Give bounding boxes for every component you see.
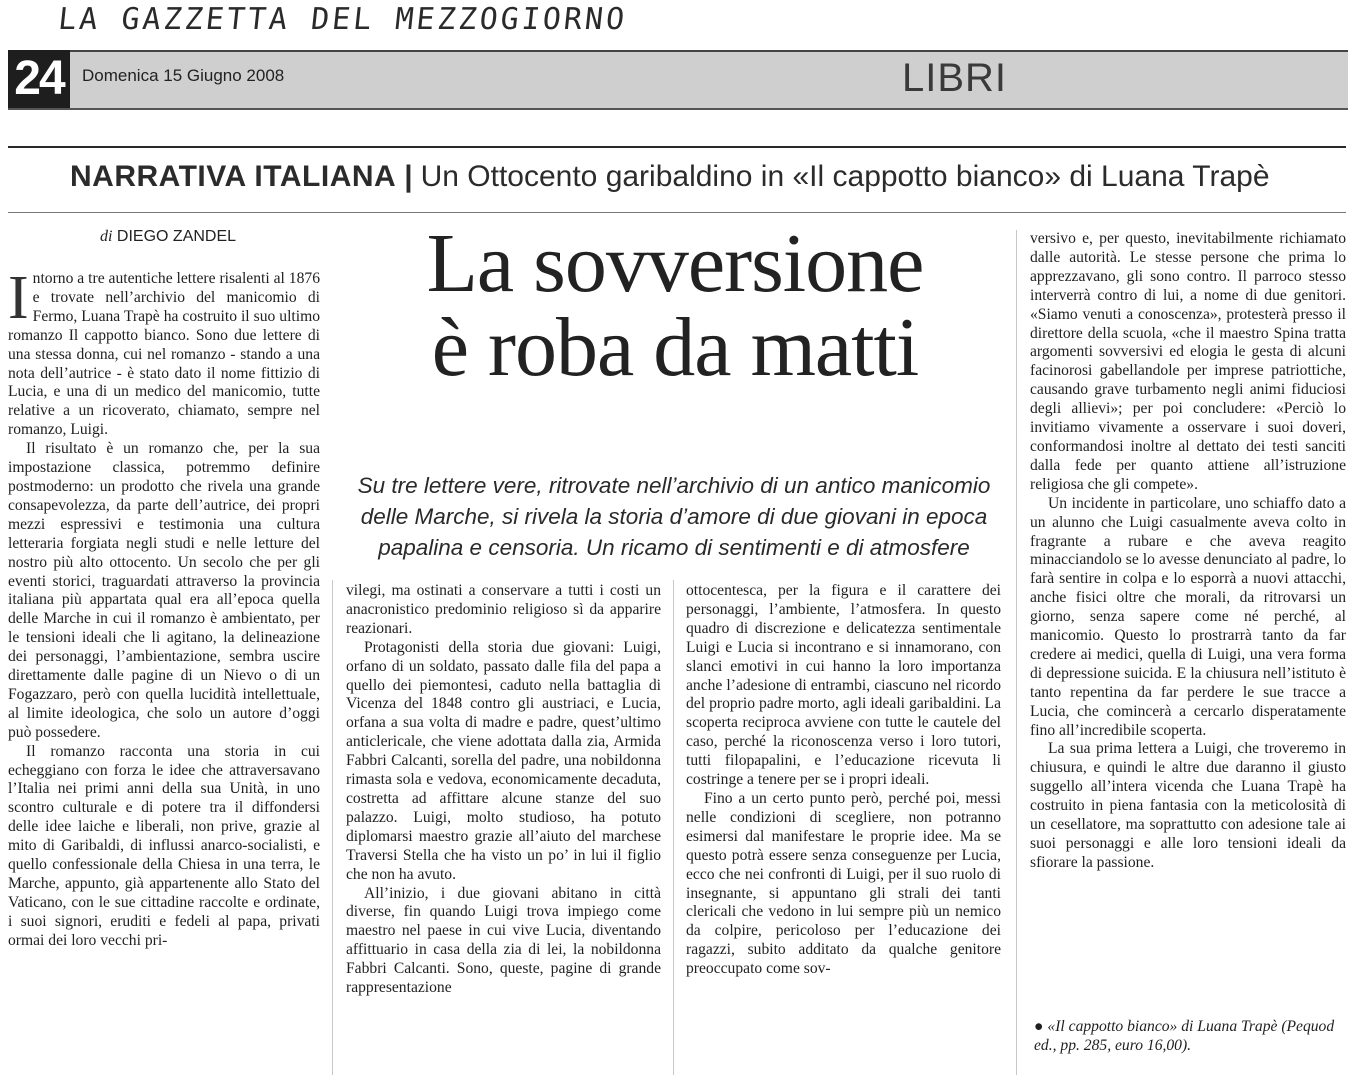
- paragraph: La sua prima lettera a Luigi, che troveremo in chiusura, e quindi le altre due daranno il giusto suggello all’intera vicenda che Luana Trapè ha costruito in piena fantasia con la meticolosità di un cesellatore, ma soprattutto con adesione tale ai suoi personaggi e alle loro tensioni ideali da sfiorare la passione.: [1030, 740, 1346, 871]
- article-column-4: [1030, 230, 1346, 873]
- headline-line-1: La sovversione: [426, 217, 924, 310]
- kicker-category: NARRATIVA ITALIANA: [70, 160, 397, 193]
- paragraph: Intorno a tre autentiche lettere risalenti al 1876 e trovate nell’archivio del manicomio di Fermo, Luana Trapè ha costruito il suo ultimo romanzo Il cappotto bianco. Sono due lettere di una stessa donna, cui nel romanzo - stando a una nota dell’autrice - è stato dato il nome fittizio di Lucia, e una di un medico del manicomio, tutte relative a un ricoverato, chiamato, sempre nel romanzo, Luigi.: [8, 264, 320, 439]
- subheadline: Su tre lettere vere, ritrovate nell’archivio di un antico manicomio delle Marche, si rivela la storia d’amore di due giovani in epoca papalina e censoria. Un ricamo di sentimenti e di atmosfere: [357, 473, 991, 560]
- kicker-separator: |: [404, 160, 413, 193]
- caption-text: «Il cappotto bianco» di Luana Trapè (Pequod ed., pp. 285, euro 16,00).: [1034, 1018, 1335, 1054]
- paragraph: Fino a un certo punto però, perché poi, messi nelle condizioni di scegliere, non potranno esimersi dal manifestare le proprie idee. Ma se questo potrà essere senza conseguenze per Lucia, ecco che nei confronti di Luigi, per il suo ruolo di insegnante, si appuntano gli strali dei tanti clericali che vedono in lui sempre più un nemico da colpire, pericoloso per l’educazione dei ragazzi, subito additato da qualche genitore preoccupato come sov-: [686, 789, 1001, 978]
- paragraph: ottocentesca, per la figura e il carattere dei personaggi, l’ambiente, l’atmosfera. In questo quadro di discrezione e delicatezza sentimentale Luigi e Lucia si incontrano e si innamorano, con slanci emotivi in cui hanno la loro importanza anche l’adesione di entrambi, ciascuno nel ricordo del proprio padre morto, agli ideali garibaldini. La scoperta reciproca avviene con tutte le cautele del caso, perché la riconoscenza verso i loro tutori, tutti filopapalini, e l’educazione ricevuta li costringe a tenere per se i propri ideali.: [686, 582, 1001, 789]
- drop-cap: I: [8, 264, 29, 332]
- article-column-2: [346, 582, 661, 998]
- paragraph: versivo e, per questo, inevitabilmente richiamato dalle autorità. Le stesse persone che prima lo apprezzavano, gli sono contro. Il parroco stesso interverrà contro di lui, a nome di due genitori. «Siamo venuti a conoscenza», protesterà presso il direttore della scuola, «che il maestro Spina tratta argomenti sovversivi ed elogia le gesta di alcuni facinorosi gabellandole per imprese patriottiche, causando grave turbamento negli animi fiduciosi degli allievi»; per poi concludere: «Perciò lo invitiamo vivamente a osservare i suoi doveri, conformandosi inoltre al dettato dei testi sanciti dalla fede per quanto attiene all’istruzione religiosa che gli compete».: [1030, 230, 1346, 493]
- article-column-1: [8, 264, 320, 951]
- kicker-title: Un Ottocento garibaldino in «Il cappotto bianco» di Luana Trapè: [420, 160, 1270, 193]
- paragraph: All’inizio, i due giovani abitano in città diverse, fin quando Luigi trova impiego come maestro nel paese in cui vive Lucia, diventando affittuario in casa della zia di lei, la nobildonna Fabbri Calcanti. Sono, queste, pagine di grande rappresentazione: [346, 884, 661, 997]
- column-divider: [1016, 230, 1017, 1075]
- paragraph: Protagonisti della storia due giovani: Luigi, orfano di un soldato, passato dalle fila del papa a quello dei piemontesi, caduto nella battaglia di Vicenza del 1848 contro gli austriaci, e Lucia, orfana a sua volta di madre e padre, quest’ultimo anticlericale, che viene adottata dalla zia, Armida Fabbri Calcanti, sorella del padre, una nobildonna rimasta sola e vedova, economicamente decaduta, costretta ad affittare alcune stanze del suo palazzo. Luigi, molto studioso, ha potuto diplomarsi maestro grazie all’aiuto del marchese Traversi Stella che ha visto un po’ in lui il figlio che non ha avuto.: [346, 638, 661, 883]
- kicker: [70, 160, 1270, 194]
- article-column-3: [686, 582, 1001, 979]
- issue-date: Domenica 15 Giugno 2008: [82, 66, 285, 85]
- byline: [100, 228, 236, 246]
- bullet-icon: ●: [1034, 1018, 1044, 1035]
- book-caption: [1034, 1018, 1346, 1056]
- headline: [350, 217, 1000, 394]
- column-divider: [673, 580, 674, 1075]
- paragraph: Il romanzo racconta una storia in cui echeggiano con forza le idee che attraversavano l’Italia nei primi anni della sua Unità, in uno scontro culturale e di potere tra il diffondersi delle idee laiche e liberali, non prive, grazie al mito di Garibaldi, di influssi anarco-socialisti, e quello confessionale della Chiesa in una terra, le Marche, appunto, già appartenente allo Stato del Vaticano, con le sue cittadine raccolte e ordinate, i suoi signori, eruditi e fedeli al papa, privati ormai dei loro vecchi pri-: [8, 742, 320, 949]
- headline-line-2: è roba da matti: [431, 301, 919, 394]
- paragraph: vilegi, ma ostinati a conservare a tutti i costi un anacronistico predominio religioso sì da apparire reazionari.: [346, 582, 661, 637]
- column-divider: [332, 580, 333, 1075]
- paragraph: Un incidente in particolare, uno schiaffo dato a un alunno che Luigi casualmente aveva colto in fragrante a rubare e che aveva reagito minacciandolo se lo avesse denunciato al padre, lo farà sentire in colpa e lo esporrà a nuovi attacchi, anche fisici oltre che morali, da ritrovarsi un giorno, senza sapere come né perché, al manicomio. Questo lo prostrarrà tanto da far credere ai medici, quella di Luigi, una vera forma di depressione suicida. E la chiusura nell’istituto è tanto repentina da far perdere le sue tracce a Lucia, che comincerà a cercarlo disperatamente fino all’incredibile scoperta.: [1030, 494, 1346, 739]
- byline-author: DIEGO ZANDEL: [116, 228, 237, 245]
- section-title: LIBRI: [902, 56, 1008, 100]
- paragraph: Il risultato è un romanzo che, per la sua impostazione classica, potremmo definire postmoderno: un prodotto che rivela una grande consapevolezza, da parte dell’autrice, dei propri mezzi espressivi e testimonia una cultura letteraria forgiata negli studi e nelle letture del nostro più alto ottocento. Un secolo che per gli eventi storici, traguardati attraverso la provincia italiana più appartata qual era all’epoca quella delle Marche in cui il romanzo è ambientato, per le tensioni ideali che li agitano, la delineazione dei personaggi, l’ambientazione, sembra uscire direttamente dalle pagine di un Nievo o di un Fogazzaro, però con quella lucidità intellettuale, al limite ideologica, che solo un autore d’oggi può possedere.: [8, 440, 320, 741]
- byline-prefix: di: [100, 228, 113, 245]
- handwritten-newspaper-title: LA GAZZETTA DEL MEZZOGIORNO: [56, 2, 629, 37]
- kicker-rule: [8, 212, 1346, 213]
- top-rule: [8, 146, 1346, 148]
- page-number: 24: [8, 50, 70, 108]
